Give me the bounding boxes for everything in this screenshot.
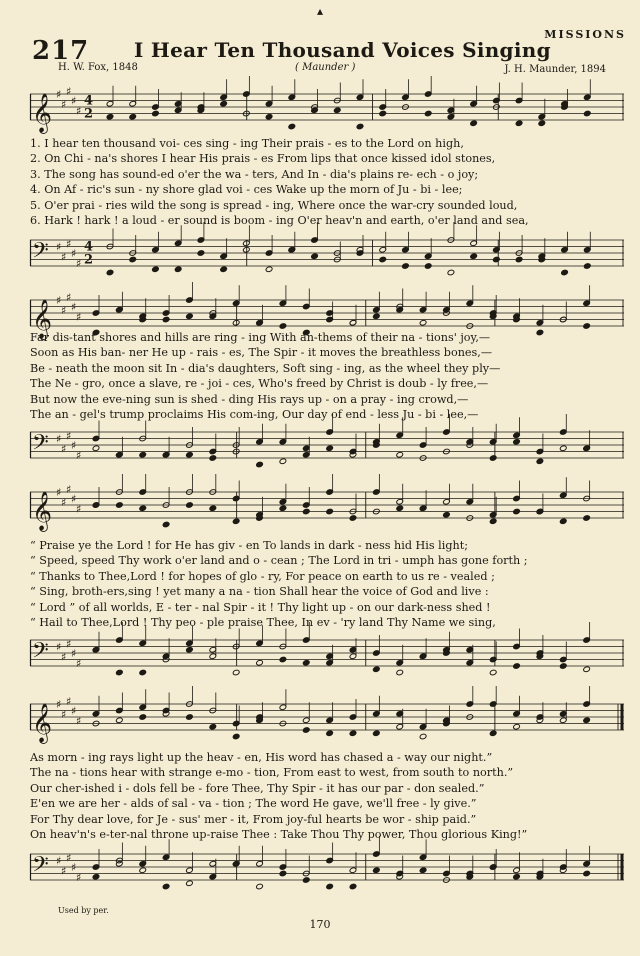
verse-line: “ Praise ye the Lord ! for He has giv - en To lands in dark - ness hid His light; <box>30 539 468 552</box>
sharp-icon: ♯ <box>76 714 82 728</box>
sharp-icon: ♯ <box>71 861 77 874</box>
sharp-icon: ♯ <box>66 637 72 651</box>
sharp-icon: ♯ <box>71 94 77 108</box>
sharp-icon: ♯ <box>71 492 77 506</box>
sharp-icon: ♯ <box>71 704 77 718</box>
verse-block-1 <box>30 136 624 228</box>
sharp-icon: ♯ <box>71 647 77 660</box>
verse-block-2 <box>30 330 624 422</box>
verse-block-3 <box>30 538 624 630</box>
treble-staff <box>30 694 624 744</box>
verse-line: But now the eve-ning sun is shed - ding His rays up - on a pray - ing crowd,— <box>30 392 469 406</box>
verse-line: The an - gel's trump proclaims His com-ing, Our day of end - less Ju - bi - lee,— <box>30 408 479 422</box>
sharp-icon: ♯ <box>56 854 62 868</box>
verse-line: E'en we are her - alds of sal - va - tion ; The word He gave, we'll free - ly give.” <box>30 797 477 811</box>
sharp-icon: ♯ <box>66 84 72 98</box>
sharp-icon: ♯ <box>56 294 62 307</box>
sharp-icon: ♯ <box>71 247 77 260</box>
sharp-icon: ♯ <box>56 240 62 254</box>
bass-clef-icon: 𝄢 <box>32 852 49 883</box>
verse-line: For Thy dear love, for Je - sus' mer - it, From joy-ful hearts be wor - ship paid.” <box>30 812 477 826</box>
time-signature-digit: 4 <box>84 93 94 109</box>
verse-line: Be - neath the moon sit In - dia's daughters, Soft sing - ing, as the wheel they ply— <box>30 361 501 375</box>
hymn-number: 217 <box>32 36 90 66</box>
sharp-icon: ♯ <box>76 104 82 118</box>
treble-clef-icon: 𝄞 <box>32 491 53 531</box>
sharp-icon: ♯ <box>61 864 67 878</box>
sharp-icon: ♯ <box>61 442 67 456</box>
sharp-icon: ♯ <box>61 303 67 317</box>
music-system-4 <box>30 694 624 904</box>
sharp-icon: ♯ <box>61 650 67 664</box>
page-number: 170 <box>309 918 331 931</box>
sharp-icon: ♯ <box>76 448 82 462</box>
sharp-icon: ♯ <box>66 482 72 496</box>
treble-clef-icon: 𝄞 <box>32 703 53 743</box>
verse-line: “ Thanks to Thee,Lord ! for hopes of glo - ry, For peace on earth to us re - vealed ; <box>30 569 495 583</box>
tune-name: ( Maunder ) <box>295 62 356 73</box>
bass-clef-icon: 𝄢 <box>32 238 49 269</box>
verse-line: 6. Hark ! hark ! a loud - er sound is boom - ing O'er heav'n and earth, o'er land and sea, <box>30 214 529 228</box>
sharp-icon: ♯ <box>61 250 67 264</box>
verse-line: The Ne - gro, once a slave, re - joi - ces, Who's freed by Christ is doub - ly free,— <box>30 377 489 391</box>
time-signature-digit: 2 <box>84 106 94 122</box>
bass-staff <box>30 230 624 280</box>
treble-staff <box>30 482 624 532</box>
verse-line: The na - tions hear with strange e-mo - tion, From east to west, from south to north.” <box>30 766 514 780</box>
sharp-icon: ♯ <box>71 439 77 452</box>
sharp-icon: ♯ <box>76 870 82 884</box>
sharp-icon: ♯ <box>76 256 82 270</box>
sharp-icon: ♯ <box>56 486 62 499</box>
treble-clef-icon: 𝄞 <box>32 93 53 133</box>
author-credit: H. W. Fox, 1848 <box>58 62 138 73</box>
sharp-icon: ♯ <box>61 97 67 111</box>
sharp-icon: ♯ <box>61 707 67 721</box>
verse-line: “ Hail to Thee,Lord ! Thy peo - ple praise Thee, In ev - 'ry land Thy Name we sing, <box>30 616 496 630</box>
top-ornament: ▴ <box>316 4 324 18</box>
sharp-icon: ♯ <box>66 429 72 443</box>
verse-line: Our cher-ished i - dols fell be - fore Thee, Thy Spir - it has our par - don sealed.” <box>30 781 485 795</box>
sharp-icon: ♯ <box>71 300 77 314</box>
sharp-icon: ♯ <box>66 851 72 865</box>
verse-block-4 <box>30 750 624 842</box>
sharp-icon: ♯ <box>76 502 82 516</box>
section-label: MISSIONS <box>544 28 626 41</box>
treble-staff <box>30 84 624 134</box>
verse-line: 1. I hear ten thousand voi- ces sing - ing Their prais - es to the Lord on high, <box>30 137 464 150</box>
sharp-icon: ♯ <box>56 432 62 446</box>
sharp-icon: ♯ <box>76 310 82 324</box>
verse-line: 5. O'er prai - ries wild the song is spread - ing, Where once the war-cry sounded loud, <box>30 198 518 212</box>
verse-line: 4. On Af - ric's sun - ny shore glad voi - ces Wake up the morn of Ju - bi - lee; <box>30 183 463 197</box>
verse-line: “ Lord ” of all worlds, E - ter - nal Spir - it ! Thy light up - on our dark-ness shed ! <box>30 600 491 614</box>
bass-clef-icon: 𝄢 <box>32 430 49 461</box>
sharp-icon: ♯ <box>76 656 82 670</box>
composer-credit: J. H. Maunder, 1894 <box>504 64 606 75</box>
verse-line: “ Sing, broth-ers,sing ! yet many a na - tion Shall hear the voice of God and live : <box>30 585 489 599</box>
bass-staff <box>30 422 624 472</box>
bass-clef-icon: 𝄢 <box>32 638 49 669</box>
time-signature-digit: 2 <box>84 252 94 268</box>
sharp-icon: ♯ <box>56 640 62 654</box>
hymn-header <box>0 0 640 80</box>
treble-clef-icon: 𝄞 <box>32 299 53 339</box>
sharp-icon: ♯ <box>61 495 67 509</box>
verse-line: Far dis-tant shores and hills are ring - ing With an-thems of their na - tions' joy,— <box>30 331 491 344</box>
verse-line: As morn - ing rays light up the heav - en, His word has chased a - way our night.” <box>30 751 493 764</box>
verse-line: On heav'n's e-ter-nal throne up-raise Thee : Take Thou Thy power, Thou glorious King!” <box>30 828 528 842</box>
music-system-3 <box>30 482 624 682</box>
sharp-icon: ♯ <box>56 698 62 711</box>
sharp-icon: ♯ <box>56 88 62 101</box>
music-system-2 <box>30 290 624 490</box>
verse-line: 2. On Chi - na's shores I hear His prais - es From lips that once kissed idol stones, <box>30 152 496 166</box>
bass-staff <box>30 844 624 894</box>
verse-line: Soon as His ban- ner He up - rais - es, The Spir - it moves the breathless bones,— <box>30 346 493 360</box>
hymn-title: I Hear Ten Thousand Voices Singing <box>134 38 551 62</box>
bass-staff <box>30 630 624 680</box>
sharp-icon: ♯ <box>66 290 72 304</box>
sharp-icon: ♯ <box>66 237 72 251</box>
music-system-1 <box>30 84 624 284</box>
permission-note: Used by per. <box>58 906 109 915</box>
verse-line: “ Speed, speed Thy work o'er land and o - cean ; The Lord in tri - umph has gone forth ; <box>30 554 528 568</box>
time-signature-digit: 4 <box>84 239 94 255</box>
verse-line: 3. The song has sound-ed o'er the wa - ters, And In - dia's plains re- ech - o joy; <box>30 167 479 181</box>
sharp-icon: ♯ <box>66 694 72 708</box>
